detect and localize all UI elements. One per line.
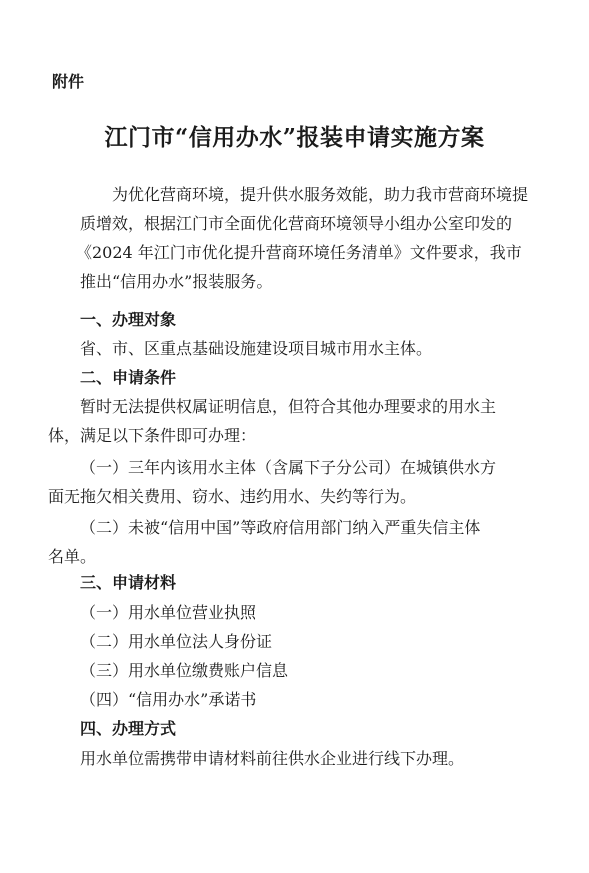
section-2-line-1: 暂时无法提供权属证明信息，但符合其他办理要求的用水主 <box>80 397 497 416</box>
material-item: （一）用水单位营业执照 <box>80 603 257 622</box>
section-heading-target: 一、办理对象 <box>80 310 177 329</box>
intro-line-4: 推出“信用办水”报装服务。 <box>80 272 273 291</box>
document-title: 江门市“信用办水”报装申请实施方案 <box>104 124 485 151</box>
section-2-line-2: 体，满足以下条件即可办理： <box>48 426 257 445</box>
section-2-line-5: （二）未被“信用中国”等政府信用部门纳入严重失信主体 <box>80 518 481 537</box>
section-2-line-4: 面无拖欠相关费用、窃水、违约用水、失约等行为。 <box>48 487 417 506</box>
section-heading-materials: 三、申请材料 <box>80 573 177 592</box>
section-4-line-1: 用水单位需携带申请材料前往供水企业进行线下办理。 <box>80 749 465 768</box>
material-item: （三）用水单位缴费账户信息 <box>80 661 289 680</box>
section-2-line-6: 名单。 <box>48 547 97 566</box>
section-2-line-3: （一）三年内该用水主体（含属下子分公司）在城镇供水方 <box>80 458 497 477</box>
material-item: （二）用水单位法人身份证 <box>80 632 273 651</box>
intro-line-1: 为优化营商环境，提升供水服务效能，助力我市营商环境提 <box>112 185 529 204</box>
section-heading-conditions: 二、申请条件 <box>80 368 177 387</box>
material-item: （四）“信用办水”承诺书 <box>80 690 257 709</box>
intro-line-2: 质增效，根据江门市全面优化营商环境领导小组办公室印发的 <box>80 214 513 233</box>
attachment-label: 附件 <box>52 72 85 91</box>
intro-line-3: 《2024 年江门市优化提升营商环境任务清单》文件要求，我市 <box>76 243 522 262</box>
section-1-line-1: 省、市、区重点基础设施建设项目城市用水主体。 <box>80 339 433 358</box>
section-heading-method: 四、办理方式 <box>80 719 177 738</box>
